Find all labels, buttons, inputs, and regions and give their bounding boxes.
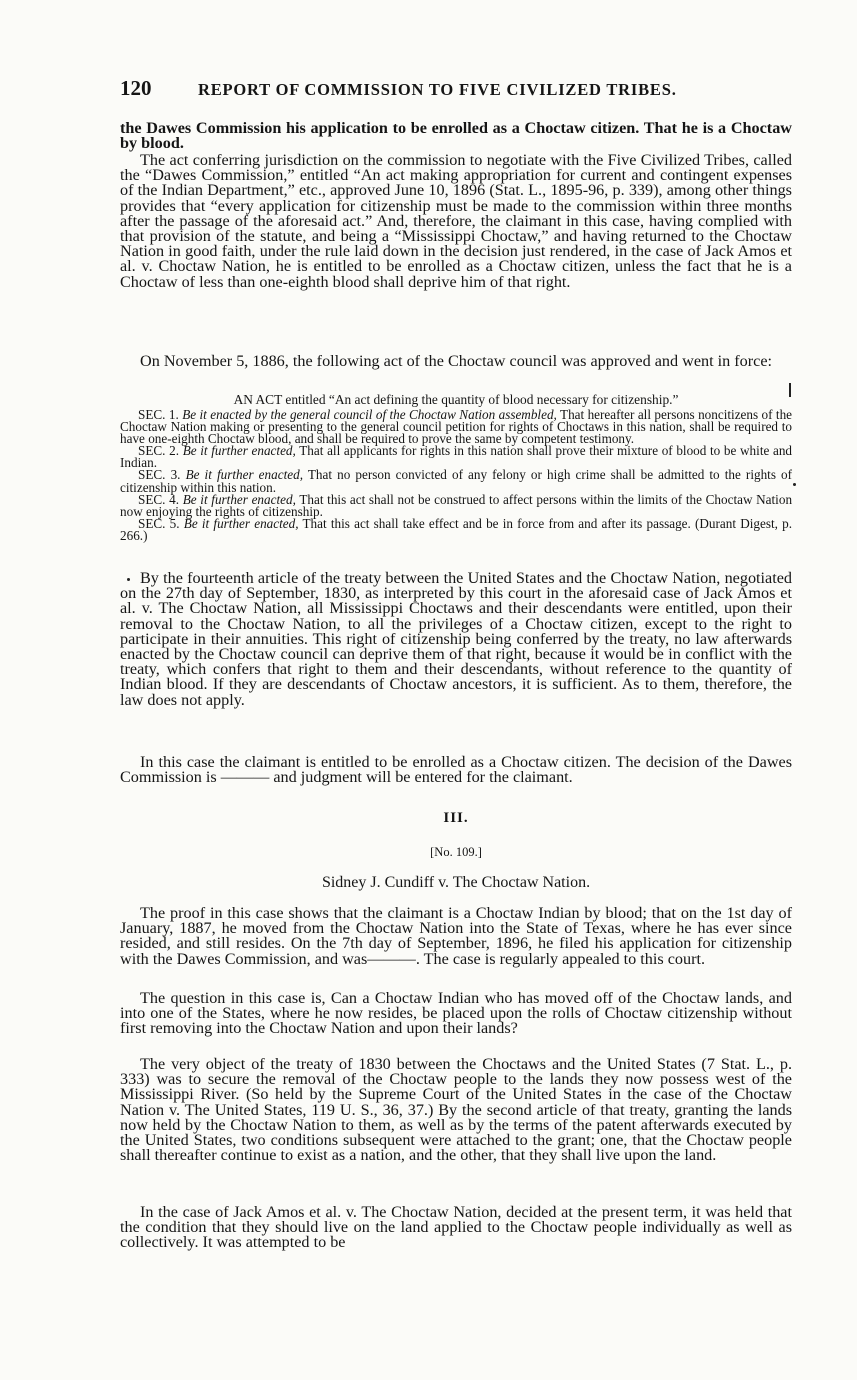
paragraph-fourteenth-article: By the fourteenth article of the treaty between the United States and the Choctaw Nation, negotiated on the 27th day of September, 1830, as interpreted by this court in the aforesaid case of Jack Amos et al. v. The Choctaw Nation, all Mississippi Choctaws and their descendants were entitled, upon their removal to the Choctaw Nation, to all the privileges of a Choctaw citizen, except to the right to participate in their annuities. This right of citizenship being conferred by the treaty, no law afterwards enacted by the Choctaw council can deprive them of that right, because it would be in conflict with the treaty, which confers that right to them and their descendants, without reference to the quantity of Indian blood. If they are descendants of Choctaw ancestors, it is sufficient. As to them, therefore, the law does not apply. xyxy=(120,569,792,709)
holding-paragraph-block xyxy=(120,755,792,785)
enacting-clause: Be it further enacted, xyxy=(182,491,296,507)
section-text: That this act shall take effect and be in force from and after its passage. (Durant Digest, p. 266.) xyxy=(120,515,793,543)
section-heading xyxy=(120,810,792,827)
paragraph-facts: The proof in this case shows that the claimant is a Choctaw Indian by blood; that on the 1st day of January, 1887, he moved from the Choctaw Nation into the State of Texas, where he has ever since resided, and still resides. On the 7th day of September, 1896, he filed his application for citizenship with the Dawes Commission, and was———. The case is regularly appealed to this court. xyxy=(120,904,792,968)
page-number: 120 xyxy=(120,76,152,100)
act-section-5 xyxy=(120,515,793,543)
case-facts-block xyxy=(120,906,792,967)
paragraph-treaty-object: The very object of the treaty of 1830 between the Choctaws and the United States (7 Stat. L., p. 333) was to secure the removal of the Choctaw people to the lands they now possess west of the Mississippi River. (So held by the Supreme Court of the United States in the case of the Choctaw Nation v. The United States, 119 U. S., 36, 37.) By the second article of that treaty, granting the lands now held by the Choctaw Nation to them, as well as by the terms of the patent afterwards executed by the United States, two conditions subsequent were attached to the grant; one, that the Choctaw people shall thereafter continue to exist as a nation, and the other, that they shall live upon the land. xyxy=(120,1055,792,1165)
ink-speck xyxy=(793,483,796,486)
section-label: SEC. 3. xyxy=(138,467,181,483)
paragraph-jack-amos: In the case of Jack Amos et al. v. The Choctaw Nation, decided at the present term, it was held that the condition that they should live on the land applied to the Choctaw people individually as well as collectively. It was attempted to be xyxy=(120,1203,792,1252)
case-question-block xyxy=(120,991,792,1037)
section-text: That hereafter all persons noncitizens of the Choctaw Nation making or presenting to the general council petition for rights of Choctaws in this nation, shall be required to have one-eighth Choctaw blood, and shall be required to prove the same by competent testimony. xyxy=(120,407,793,447)
case-heading xyxy=(120,874,792,892)
paragraph-holding: In this case the claimant is entitled to be enrolled as a Choctaw citizen. The decision of the Dawes Commission is ——— and judgment will be entered for the claimant. xyxy=(120,753,792,787)
section-label: SEC. 4. xyxy=(138,491,180,507)
act-title: AN ACT entitled “An act defining the quantity of blood necessary for citizenship.” xyxy=(233,392,679,407)
enacting-clause: Be it further enacted, xyxy=(182,443,296,459)
act-section-2 xyxy=(120,445,792,469)
section-text: That no person convicted of any felony or high crime shall be admitted to the rights of citizenship within this nation. xyxy=(120,467,793,495)
docket-number: [No. 109.] xyxy=(430,845,482,859)
paragraph-continuation: the Dawes Commission his application to be enrolled as a Choctaw citizen. That he is a Choctaw by blood. xyxy=(120,119,792,153)
treaty-paragraph-block xyxy=(120,571,792,708)
act-section-4 xyxy=(120,491,793,519)
running-head: REPORT OF COMMISSION TO FIVE CIVILIZED TRIBES. xyxy=(198,80,677,99)
act-section-1 xyxy=(120,409,792,445)
section-text: That all applicants for rights in this nation shall prove their mixture of blood to be white and Indian. xyxy=(120,443,793,471)
treaty-object-block xyxy=(120,1057,792,1163)
paragraph-dawes-act: The act conferring jurisdiction on the commission to negotiate with the Five Civilized Tribes, called the “Dawes Commission,” entitled “An act making appropriation for current and contingent expenses of the Indian Department,” etc., approved June 10, 1896 (Stat. L., 1895-96, p. 339), among other things provides that “every application for citizenship must be made to the commission within three months after the passage of the aforesaid act.” And, therefore, the claimant in this case, having complied with that provision of the statute, and being a “Mississippi Choctaw,” and having returned to the Choctaw Nation in good faith, under the rule laid down in the decision just rendered, in the case of Jack Amos et al. v. Choctaw Nation, he is entitled to be enrolled as a Choctaw citizen, unless the fact that he is a Choctaw of less than one-eighth blood shall deprive him of that right. xyxy=(120,151,792,291)
section-text: That this act shall not be construed to affect persons within the limits of the Choctaw Nation now enjoying the rights of citizenship. xyxy=(120,491,793,519)
act-section-3 xyxy=(120,469,792,493)
section-number: III. xyxy=(443,810,469,826)
section-label: SEC. 1. xyxy=(138,407,179,422)
paragraph-question: The question in this case is, Can a Choctaw Indian who has moved off of the Choctaw lands, and into one of the States, where he now resides, be placed upon the rolls of Choctaw citizenship without first removing into the Choctaw Nation and upon their lands? xyxy=(120,989,792,1038)
enacting-clause: Be it further enacted, xyxy=(185,467,303,483)
choctaw-act-block xyxy=(120,393,792,542)
enacting-clause: Be it further enacted, xyxy=(183,515,299,531)
section-label: SEC. 2. xyxy=(138,443,180,459)
case-title: Sidney J. Cundiff v. The Choctaw Nation. xyxy=(321,874,591,891)
council-act-intro-block xyxy=(120,354,792,369)
section-label: SEC. 5. xyxy=(138,515,180,531)
opening-block xyxy=(120,121,792,151)
enacting-clause: Be it enacted by the general council of the Choctaw Nation assembled, xyxy=(182,407,557,422)
docket-line xyxy=(120,845,792,860)
margin-mark xyxy=(789,383,791,397)
final-paragraph-block xyxy=(120,1205,792,1251)
ink-speck xyxy=(127,578,130,581)
paragraph-council-act: On November 5, 1886, the following act of the Choctaw council was approved and went in force: xyxy=(140,352,773,370)
page-header xyxy=(120,76,792,102)
statute-paragraph-block xyxy=(120,153,792,290)
